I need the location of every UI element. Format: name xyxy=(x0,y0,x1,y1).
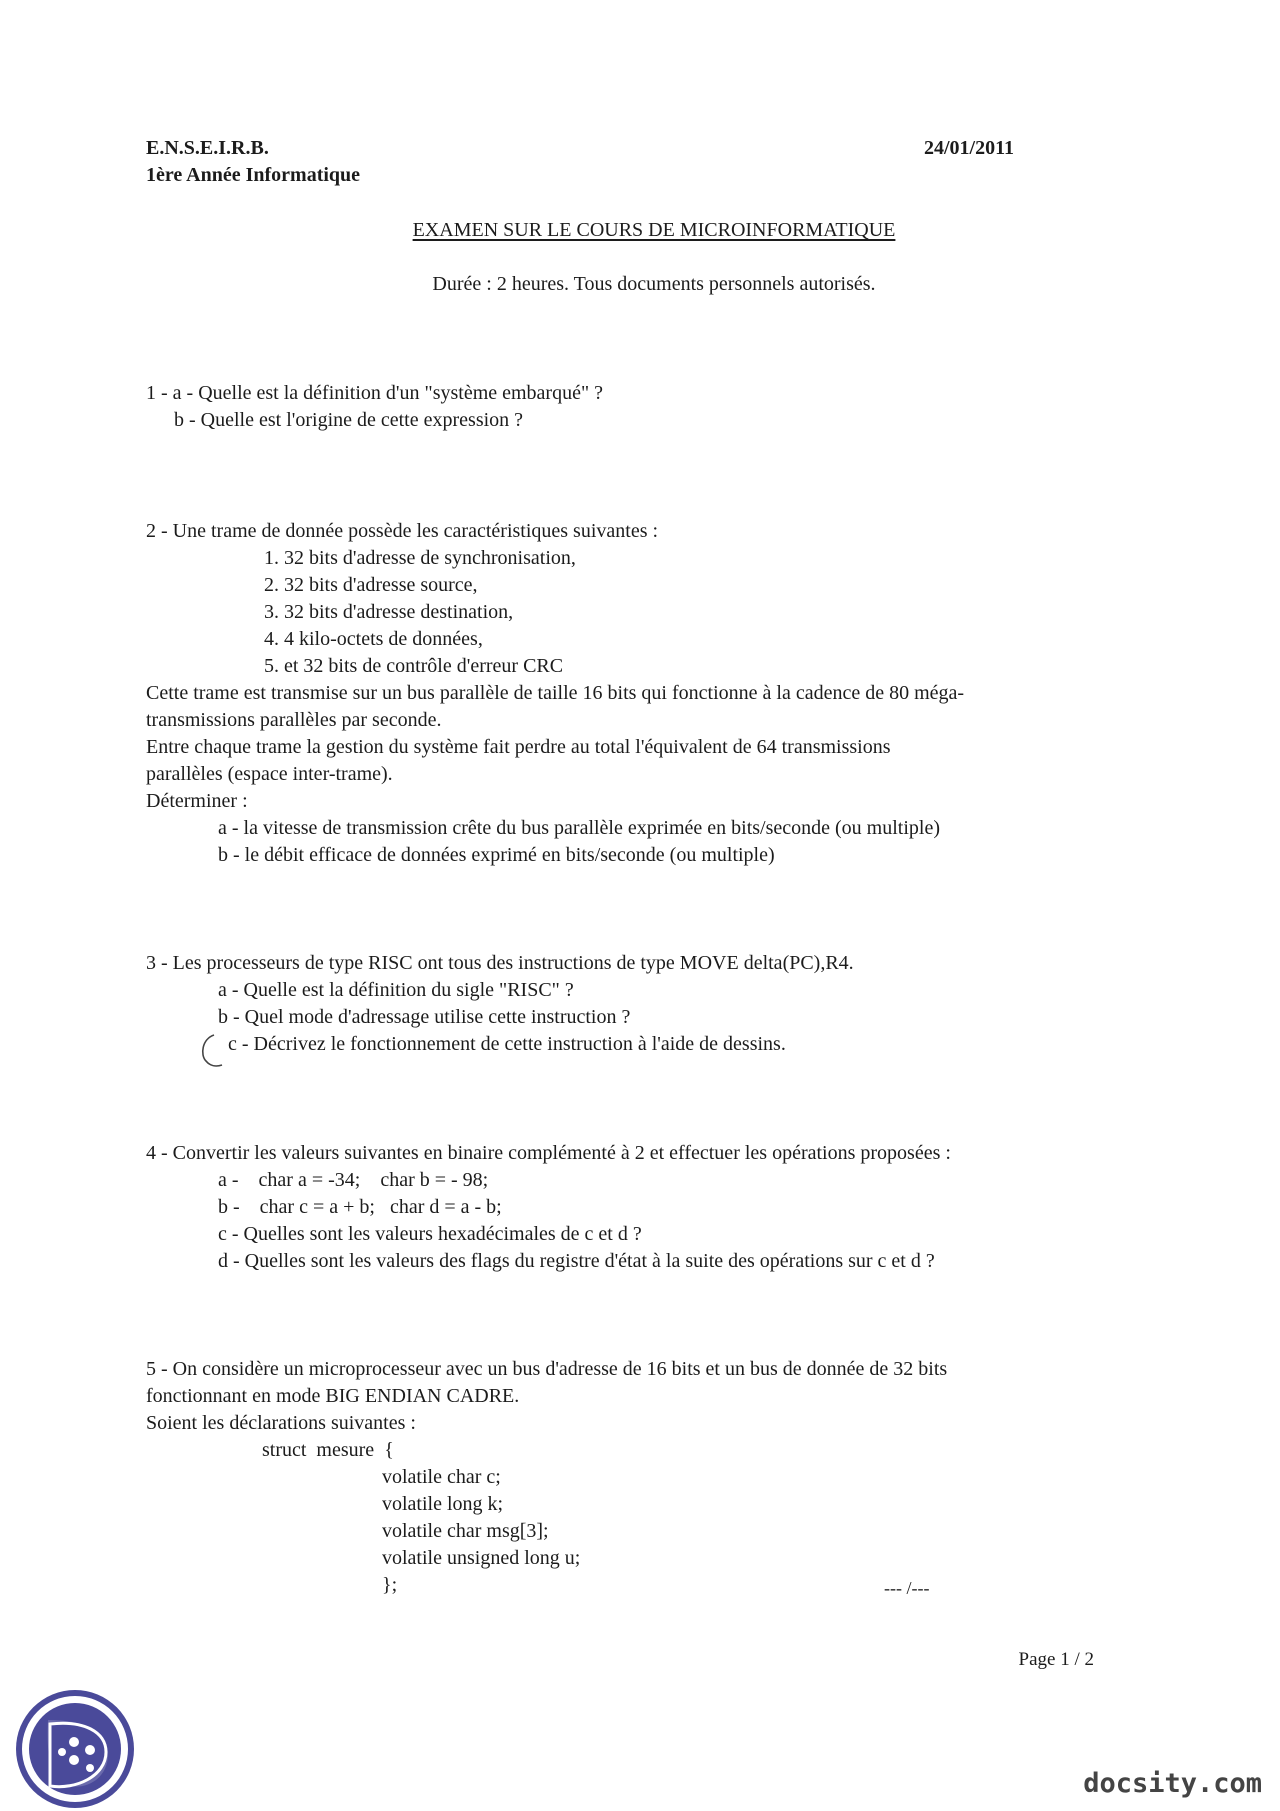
question-1-a: 1 - a - Quelle est la définition d'un "système embarqué" ? xyxy=(146,382,604,404)
question-2-a: a - la vitesse de transmission crête du bus parallèle exprimée en bits/seconde (ou multiple) xyxy=(218,817,940,839)
question-3-a: a - Quelle est la définition du sigle "RISC" ? xyxy=(218,979,574,1001)
question-4-b: b - char c = a + b; char d = a - b; xyxy=(218,1196,502,1218)
code-line: struct mesure { xyxy=(262,1439,394,1461)
question-1-b: b - Quelle est l'origine de cette expression ? xyxy=(174,409,524,431)
question-3-b: b - Quel mode d'adressage utilise cette instruction ? xyxy=(218,1006,631,1028)
code-line: volatile char msg[3]; xyxy=(382,1520,549,1542)
question-2-para2-line1: Entre chaque trame la gestion du système fait perdre au total l'équivalent de 64 transmissions xyxy=(146,736,891,758)
exam-subtitle: Durée : 2 heures. Tous documents personnels autorisés. xyxy=(432,273,876,295)
docsity-logo-icon[interactable] xyxy=(16,1690,134,1808)
exam-date: 24/01/2011 xyxy=(924,137,1015,159)
code-line: volatile char c; xyxy=(382,1466,501,1488)
docsity-logo-graphic xyxy=(16,1690,134,1808)
school-year: 1ère Année Informatique xyxy=(146,164,361,186)
question-2 xyxy=(146,518,964,869)
question-4 xyxy=(146,1140,951,1275)
question-2-para1-line1: Cette trame est transmise sur un bus parallèle de taille 16 bits qui fonctionne à la cadence de 80 méga- xyxy=(146,682,965,704)
question-5-intro-line2: fonctionnant en mode BIG ENDIAN CADRE. xyxy=(146,1385,520,1407)
question-4-d: d - Quelles sont les valeurs des flags du registre d'état à la suite des opérations sur c et d ? xyxy=(218,1250,935,1272)
list-item: 1. 32 bits d'adresse de synchronisation, xyxy=(264,547,576,569)
code-line: volatile unsigned long u; xyxy=(382,1547,581,1569)
question-2-intro: 2 - Une trame de donnée possède les caractéristiques suivantes : xyxy=(146,520,659,542)
question-2-para2-line2: parallèles (espace inter-trame). xyxy=(146,763,393,785)
question-5-intro-line1: 5 - On considère un microprocesseur avec un bus d'adresse de 16 bits et un bus de donnée de 32 bits xyxy=(146,1358,948,1380)
question-4-c: c - Quelles sont les valeurs hexadécimales de c et d ? xyxy=(218,1223,642,1245)
list-item: 4. 4 kilo-octets de données, xyxy=(264,628,483,650)
page-number: Page 1 / 2 xyxy=(1018,1649,1094,1670)
question-1 xyxy=(146,380,603,434)
docsity-brand-link[interactable]: docsity.com xyxy=(1083,1768,1262,1799)
question-4-intro: 4 - Convertir les valeurs suivantes en binaire complémenté à 2 et effectuer les opérations proposées : xyxy=(146,1142,951,1164)
question-2-b: b - le débit efficace de données exprimé en bits/seconde (ou multiple) xyxy=(218,844,775,866)
question-5-declarations: Soient les déclarations suivantes : xyxy=(146,1412,416,1434)
list-item: 5. et 32 bits de contrôle d'erreur CRC xyxy=(264,655,564,677)
question-2-para1-line2: transmissions parallèles par seconde. xyxy=(146,709,442,731)
handwritten-mark-icon xyxy=(196,1031,224,1071)
question-3-intro: 3 - Les processeurs de type RISC ont tous des instructions de type MOVE delta(PC),R4. xyxy=(146,952,854,974)
school-name: E.N.S.E.I.R.B. xyxy=(146,137,269,159)
question-3 xyxy=(146,950,854,1058)
list-item: 2. 32 bits d'adresse source, xyxy=(264,574,478,596)
question-4-a: a - char a = -34; char b = - 98; xyxy=(218,1169,489,1191)
code-line: }; xyxy=(382,1574,398,1596)
question-3-c: c - Décrivez le fonctionnement de cette instruction à l'aide de dessins. xyxy=(228,1033,786,1055)
exam-title: EXAMEN SUR LE COURS DE MICROINFORMATIQUE xyxy=(412,219,896,241)
list-item: 3. 32 bits d'adresse destination, xyxy=(264,601,514,623)
question-2-determine: Déterminer : xyxy=(146,790,248,812)
question-5 xyxy=(146,1356,947,1599)
code-line: volatile long k; xyxy=(382,1493,504,1515)
continue-mark: --- /--- xyxy=(884,1578,930,1598)
